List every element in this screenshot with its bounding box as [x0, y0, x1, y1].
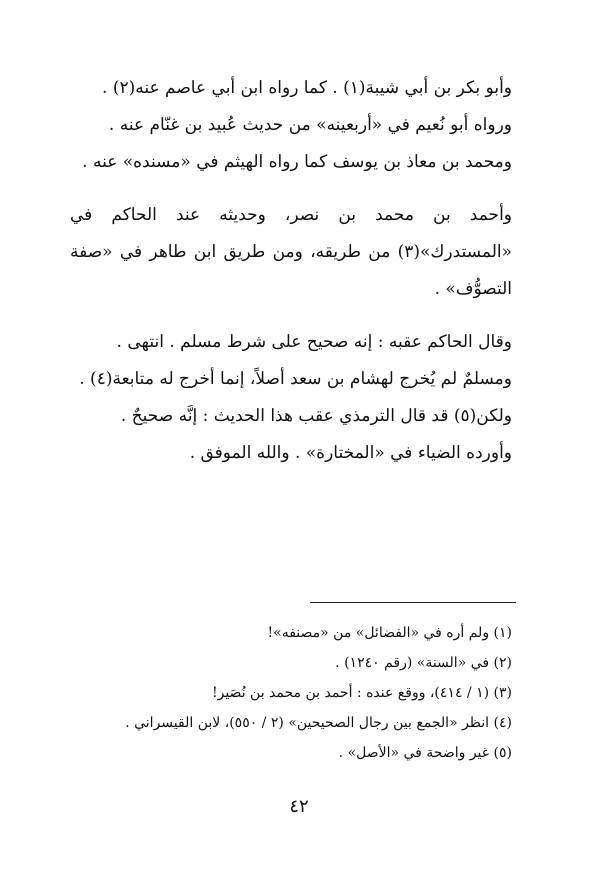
footnote-1: (١) ولم أره في «الفضائل» من «مصنفه»!: [267, 625, 512, 641]
paragraph-5: وقال الحاكم عقبه : إنه صحيح على شرط مسلم . انتهى .: [116, 332, 512, 352]
paragraph-4: وأحمد بن محمد بن نصر، وحديثه عند الحاكم في «المستدرك»(٣) من طريقه، ومن طريق ابن طاهر في «صفة التصوُّف» .: [70, 205, 512, 299]
page-number: ٤٢: [289, 796, 309, 817]
paragraph-7: ولكن(٥) قد قال الترمذي عقب هذا الحديث : إنَّه صحيحٌ .: [120, 406, 512, 426]
paragraph-1: وأبو بكر بن أبي شيبة(١) . كما رواه ابن أبي عاصم عنه(٢) .: [102, 78, 512, 98]
paragraph-2: ورواه أبو نُعيم في «أربعينه» من حديث عُبيد بن غنّام عنه .: [108, 115, 512, 135]
paragraph-3: ومحمد بن معاذ بن يوسف كما رواه الهيثم في «مسنده» عنه .: [82, 152, 512, 172]
paragraph-8: وأورده الضياء في «المختارة» . والله الموفق .: [189, 443, 512, 463]
footnote-5: (٥) غير واضحة في «الأصل» .: [338, 745, 512, 761]
footnote-divider: [310, 602, 516, 603]
footnote-3: (٣) (١ / ٤١٤)، ووقع عنده : أحمد بن محمد بن نُصَير!: [211, 685, 512, 701]
paragraph-6: ومسلمٌ لم يُخرج لهشام بن سعد أصلاً، إنما أخرج له متابعة(٤) .: [79, 369, 512, 389]
footnote-2: (٢) في «السنة» (رقم ١٢٤٠) .: [335, 655, 512, 671]
footnote-4: (٤) انظر «الجمع بين رجال الصحيحين» (٢ / ٥٥٠)، لابن القيسراني .: [125, 715, 512, 731]
footnotes: [70, 618, 512, 768]
main-text: [70, 70, 512, 472]
